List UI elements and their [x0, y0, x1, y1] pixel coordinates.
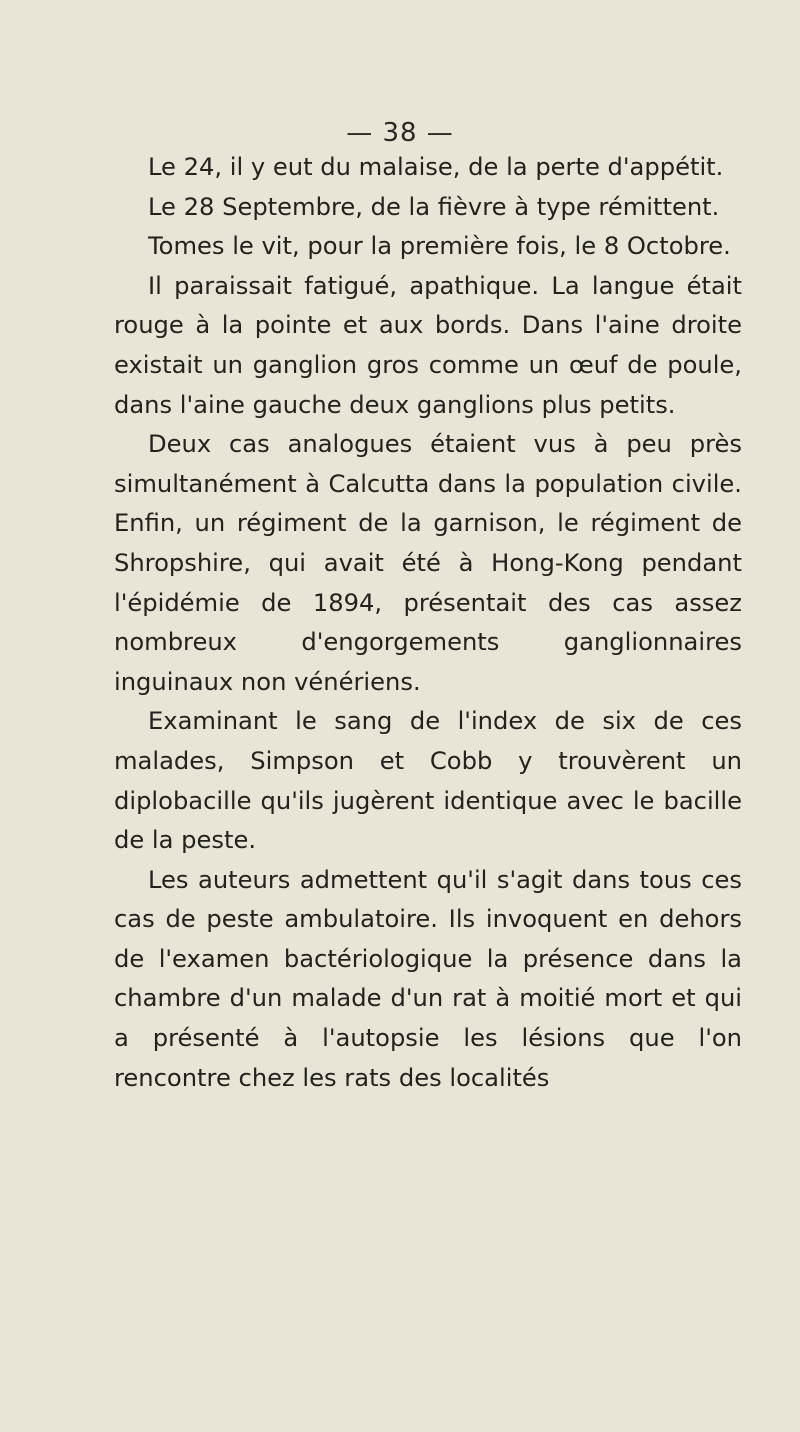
paragraph-5: Deux cas analogues étaient vus à peu près simultanément à Calcutta dans la population civile. Enfin, un régiment de la garnison, le régiment de Shropshire, qui avait été à Hong-Kong pendant l'épidémie de 1894, présentait des cas assez nombreux d'engorgements ganglionnaires inguinaux non vénériens.: [114, 430, 742, 696]
paragraph-1: Le 24, il y eut du malaise, de la perte d'appétit.: [148, 153, 724, 181]
body-text: [114, 148, 742, 1098]
paragraph-2: Le 28 Septembre, de la fièvre à type rémittent.: [148, 192, 720, 221]
paragraph-6: Examinant le sang de l'index de six de ces malades, Simpson et Cobb y trouvèrent un diplobacille qu'ils jugèrent identique avec le bacille de la peste.: [114, 707, 742, 855]
paragraph-4: Il paraissait fatigué, apathique. La langue était rouge à la pointe et aux bords. Dans l'aine droite existait un ganglion gros comme un œuf de poule, dans l'aine gauche deux ganglions plus petits.: [114, 271, 742, 419]
paragraph-3: Tomes le vit, pour la première fois, le 8 Octobre.: [148, 232, 731, 261]
page-number: — 38 —: [346, 118, 454, 148]
paragraph-7: Les auteurs admettent qu'il s'agit dans tous ces cas de peste ambulatoire. Ils invoquent en dehors de l'examen bactériologique la présence dans la chambre d'un malade d'un rat à moitié mort et qui a présenté à l'autopsie les lésions que l'on rencontre chez les rats des localités: [114, 865, 742, 1092]
